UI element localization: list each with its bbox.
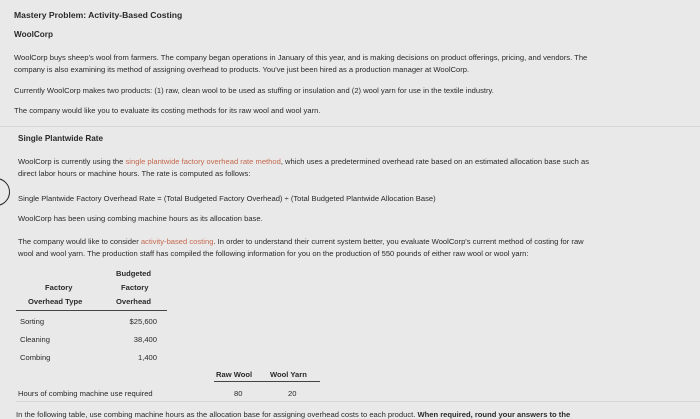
method-paragraph-line-1	[18, 157, 589, 166]
footer-cut-line	[16, 410, 570, 419]
row-type-cleaning: Cleaning	[20, 335, 50, 344]
hours-raw-wool-value: 80	[234, 389, 243, 398]
row-type-combing: Combing	[20, 353, 51, 362]
hours-row-label: Hours of combing machine use required	[18, 389, 153, 398]
scroll-nav-handle[interactable]	[0, 178, 10, 206]
products-paragraph: Currently WoolCorp makes two products: (1) raw, clean wool to be used as stuffing or insulation and (2) wool yarn for use in the textile industry.	[14, 86, 494, 95]
method-text-a: WoolCorp is currently using the	[18, 157, 126, 166]
allocation-base-paragraph: WoolCorp has been using combing machine hours as its allocation base.	[18, 214, 263, 223]
abc-paragraph-line-2: wool and wool yarn. The production staff has compiled the following information for you on the production of 550 pounds of either raw wool or wool yarn:	[18, 249, 529, 258]
col-header-overhead: Overhead	[116, 297, 152, 306]
hours-row-divider	[16, 401, 700, 402]
intro-paragraph-line-2: company is also examining its method of assigning overhead to products. You've just been hired as a production manager at WoolCorp.	[14, 65, 470, 74]
col-header-factory-2: Factory	[121, 283, 149, 292]
col-header-wool-yarn: Wool Yarn	[270, 370, 307, 379]
col-header-overhead-type: Overhead Type	[28, 297, 83, 306]
col-header-budgeted: Budgeted	[116, 269, 152, 278]
row-amount-combing: 1,400	[137, 353, 157, 362]
section-heading: Single Plantwide Rate	[18, 134, 104, 143]
rate-formula: Single Plantwide Factory Overhead Rate = (Total Budgeted Factory Overhead) ÷ (Total Budgeted Plantwide Allocation Base)	[18, 194, 436, 203]
page-title: Mastery Problem: Activity-Based Costing	[14, 10, 183, 20]
row-type-sorting: Sorting	[20, 317, 45, 326]
evaluate-paragraph: The company would like you to evaluate its costing methods for its raw wool and wool yarn.	[14, 106, 321, 115]
intro-paragraph-line-1: WoolCorp buys sheep's wool from farmers. The company began operations in January of this year, and is making decisions on product offerings, pricing, and vendors. The	[14, 53, 588, 62]
row-amount-sorting: $25,600	[129, 317, 157, 326]
footer-text: In the following table, use combing machine hours as the allocation base for assigning overhead costs to each product.	[16, 410, 416, 419]
header-underline	[16, 310, 167, 311]
abc-paragraph-line-1	[18, 237, 584, 246]
hours-header-underline	[214, 381, 320, 382]
hours-wool-yarn-value: 20	[288, 389, 297, 398]
activity-based-costing-link[interactable]: activity-based costing	[140, 237, 214, 246]
col-header-factory: Factory	[45, 283, 73, 292]
section-divider	[0, 126, 700, 127]
single-plantwide-rate-link[interactable]: single plantwide factory overhead rate method	[125, 157, 281, 166]
row-amount-cleaning: 38,400	[133, 335, 157, 344]
abc-text-b: . In order to understand their current system better, you evaluate WoolCorp's current method of costing for raw	[213, 237, 584, 246]
col-header-raw-wool: Raw Wool	[216, 370, 253, 379]
method-paragraph-line-2: direct labor hours or machine hours. The rate is computed as follows:	[18, 169, 251, 178]
abc-text-a: The company would like to consider	[18, 237, 141, 246]
footer-bold-text: When required, round your answers to the	[415, 410, 571, 419]
method-text-b: , which uses a predetermined overhead rate based on an estimated allocation base such as	[280, 157, 589, 166]
company-heading: WoolCorp	[14, 30, 53, 39]
